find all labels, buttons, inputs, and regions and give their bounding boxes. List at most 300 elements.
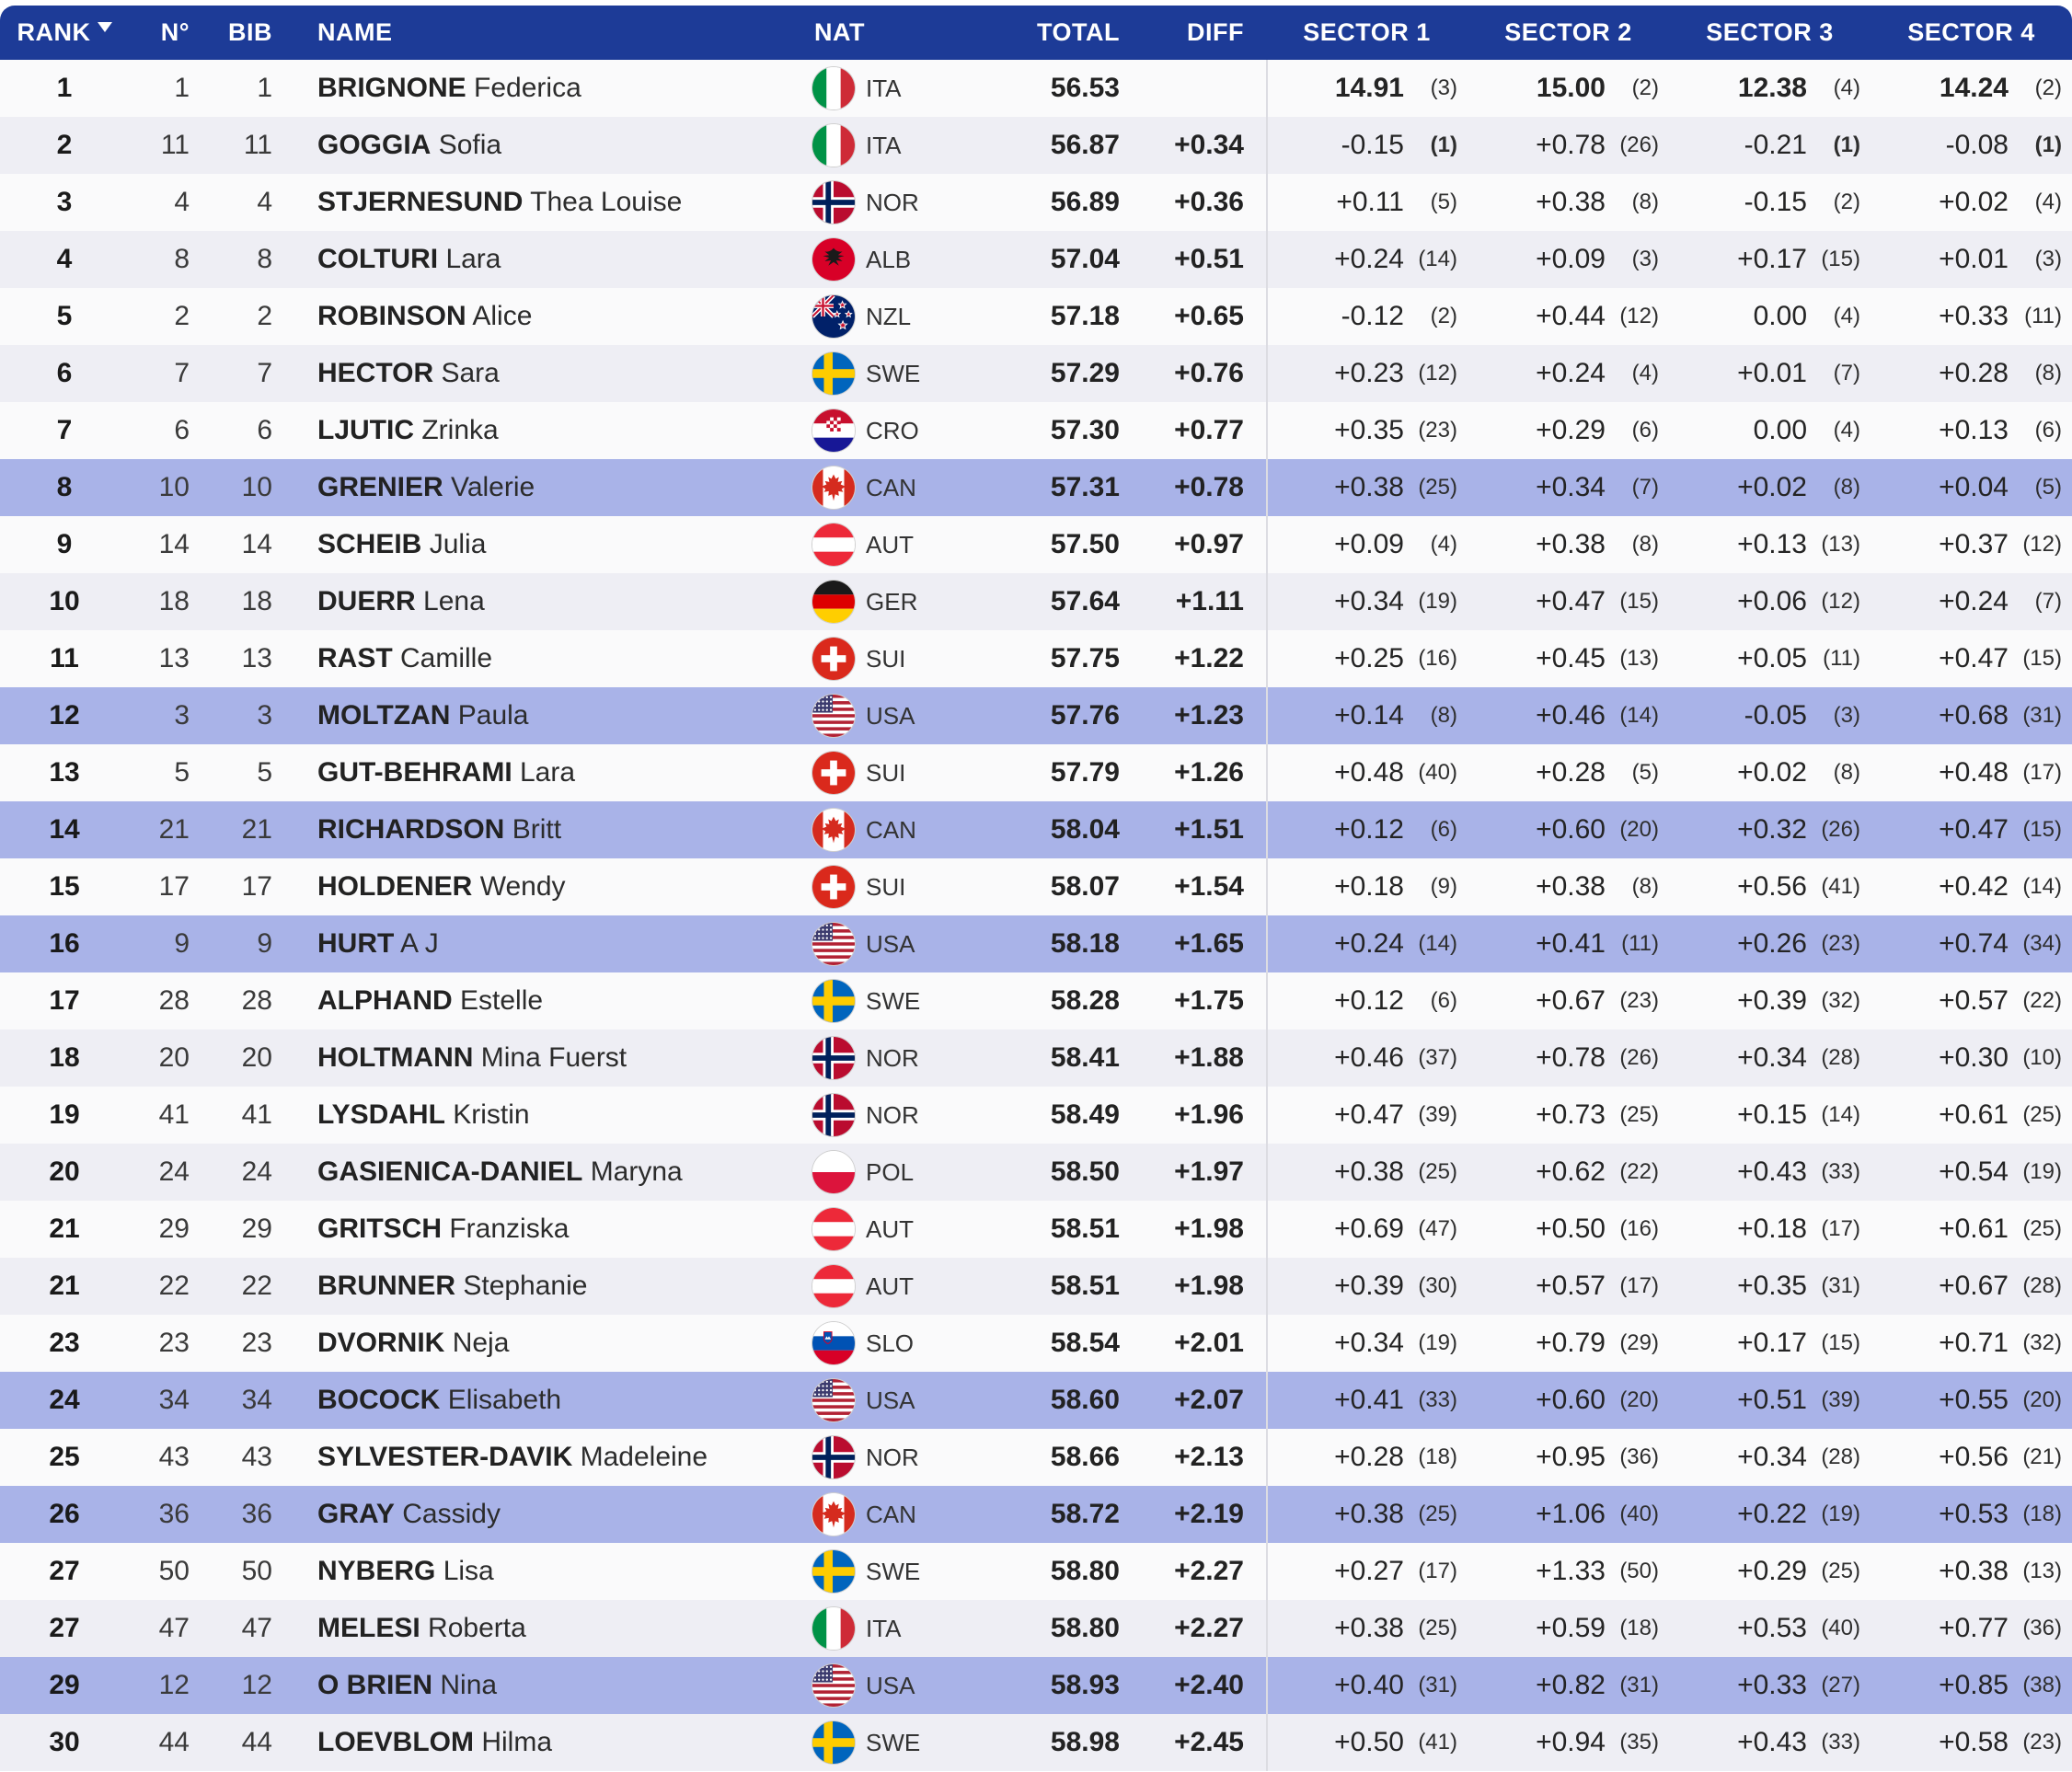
sector1-cell <box>1266 345 1468 402</box>
sector-value: -0.15 <box>1341 130 1404 160</box>
total-time: 56.89 <box>1050 187 1120 217</box>
sector2-cell <box>1468 915 1669 972</box>
column-header-name[interactable]: NAME <box>317 18 393 46</box>
sector3-cell <box>1669 1486 1871 1543</box>
sector2-cell <box>1468 1600 1669 1657</box>
sector3-cell <box>1669 915 1871 972</box>
nationality-cell <box>805 638 929 680</box>
flag-icon <box>812 67 855 109</box>
total-time: 58.60 <box>1050 1385 1120 1415</box>
athlete-firstname: Zrinka <box>421 415 499 445</box>
sector4-cell <box>1871 573 2072 630</box>
athlete-lastname: HURT <box>317 928 395 959</box>
rank-value: 20 <box>49 1156 80 1187</box>
sector4-cell <box>1871 915 2072 972</box>
sector-value: +0.45 <box>1536 643 1606 673</box>
column-header-nat[interactable]: NAT <box>814 18 865 46</box>
athlete-firstname: Neja <box>452 1328 510 1358</box>
column-header-sector4[interactable]: SECTOR 4 <box>1907 18 2035 46</box>
table-row[interactable] <box>0 1429 2072 1486</box>
sector1-cell <box>1266 1087 1468 1144</box>
athlete-lastname: BRIGNONE <box>317 73 466 103</box>
sector-value: +0.13 <box>1737 529 1807 559</box>
sector-rank: (14) <box>1418 247 1457 271</box>
bib-number: 2 <box>257 301 272 331</box>
sector-value: +0.62 <box>1536 1156 1606 1187</box>
diff-time: +2.13 <box>1174 1442 1244 1472</box>
sector-rank: (12) <box>1821 589 1860 614</box>
sector-value: +0.38 <box>1536 529 1606 559</box>
athlete-name <box>281 1499 805 1530</box>
nationality-cell <box>805 1493 929 1536</box>
start-number: 41 <box>158 1099 190 1130</box>
sector-rank: (31) <box>1821 1273 1860 1298</box>
total-time: 57.79 <box>1050 757 1120 788</box>
table-row[interactable] <box>0 231 2072 288</box>
nationality-cell <box>805 1094 929 1136</box>
rank-value: 29 <box>49 1670 80 1700</box>
table-row[interactable] <box>0 459 2072 516</box>
sector-value: +0.38 <box>1536 187 1606 217</box>
sector-rank: (4) <box>2034 190 2062 214</box>
nat-code: NOR <box>866 1443 919 1471</box>
nat-code: SLO <box>866 1329 915 1357</box>
sector1-cell <box>1266 1315 1468 1372</box>
rank-value: 14 <box>49 814 80 845</box>
total-time: 57.75 <box>1050 643 1120 673</box>
sector4-cell <box>1871 858 2072 915</box>
start-number: 44 <box>158 1727 190 1757</box>
start-number: 3 <box>174 700 190 731</box>
sector3-cell <box>1669 1600 1871 1657</box>
sector1-cell <box>1266 1600 1468 1657</box>
table-row[interactable] <box>0 288 2072 345</box>
table-row[interactable] <box>0 858 2072 915</box>
start-number: 11 <box>160 130 190 160</box>
nationality-cell <box>805 1436 929 1479</box>
athlete-firstname: Paula <box>457 700 529 731</box>
sector-value: +0.55 <box>1939 1385 2009 1415</box>
column-header-sector2[interactable]: SECTOR 2 <box>1504 18 1632 46</box>
sector-value: +0.47 <box>1334 1099 1404 1130</box>
athlete-lastname: COLTURI <box>317 244 439 274</box>
sector2-cell <box>1468 1543 1669 1600</box>
start-number: 1 <box>174 73 190 103</box>
athlete-name <box>281 871 805 903</box>
sector-value: +0.50 <box>1334 1727 1404 1757</box>
sector3-cell <box>1669 345 1871 402</box>
sector-value: +0.29 <box>1737 1556 1807 1586</box>
sector-rank: (5) <box>1430 190 1457 214</box>
sector-rank: (22) <box>1619 1159 1659 1184</box>
sector-value: +0.59 <box>1536 1613 1606 1643</box>
column-header-sector1[interactable]: SECTOR 1 <box>1303 18 1431 46</box>
table-row[interactable] <box>0 1657 2072 1714</box>
athlete-lastname: MOLTZAN <box>317 700 451 731</box>
sector-rank: (28) <box>2022 1273 2062 1298</box>
diff-time: +0.77 <box>1174 415 1244 445</box>
start-number: 5 <box>174 757 190 788</box>
sector-value: +0.53 <box>1737 1613 1807 1643</box>
athlete-lastname: DVORNIK <box>317 1328 445 1358</box>
nat-code: AUT <box>866 1214 914 1243</box>
sector2-cell <box>1468 1087 1669 1144</box>
sector-value: +0.24 <box>1536 358 1606 388</box>
sector-value: +0.01 <box>1737 358 1807 388</box>
sector3-cell <box>1669 1714 1871 1771</box>
column-header-rank[interactable]: RANK <box>0 18 129 47</box>
sector-rank: (19) <box>1418 1330 1457 1355</box>
sector-rank: (10) <box>2022 1045 2062 1070</box>
sector-rank: (9) <box>1430 874 1457 899</box>
athlete-name <box>281 1670 805 1701</box>
diff-time: +2.27 <box>1174 1613 1244 1643</box>
table-row[interactable] <box>0 573 2072 630</box>
sector2-cell <box>1468 972 1669 1030</box>
rank-value: 10 <box>49 586 80 616</box>
sector-rank: (4) <box>1430 532 1457 557</box>
table-row[interactable] <box>0 1144 2072 1201</box>
sector3-cell <box>1669 1315 1871 1372</box>
sector-value: 14.91 <box>1334 73 1404 103</box>
sector-rank: (26) <box>1619 132 1659 157</box>
table-row[interactable] <box>0 744 2072 801</box>
total-time: 58.28 <box>1050 985 1120 1016</box>
diff-time: +1.26 <box>1174 757 1244 788</box>
athlete-firstname: Lara <box>520 757 576 788</box>
sector-rank: (40) <box>1821 1616 1860 1640</box>
athlete-lastname: DUERR <box>317 586 416 616</box>
sector-rank: (14) <box>2022 874 2062 899</box>
sector3-cell <box>1669 459 1871 516</box>
sector-rank: (11) <box>1823 646 1860 671</box>
rank-value: 11 <box>50 643 79 673</box>
athlete-lastname: RICHARDSON <box>317 814 505 845</box>
sector-rank: (6) <box>1430 988 1457 1013</box>
flag-icon <box>812 181 855 224</box>
athlete-lastname: LOEVBLOM <box>317 1727 474 1757</box>
sector-rank: (15) <box>1821 1330 1860 1355</box>
sector3-cell <box>1669 288 1871 345</box>
sector-rank: (1) <box>1430 132 1457 157</box>
sector-rank: (8) <box>1631 874 1659 899</box>
rank-value: 23 <box>49 1328 80 1358</box>
sector-value: +0.34 <box>1536 472 1606 502</box>
sector-value: +0.46 <box>1536 700 1606 731</box>
sector-rank: (25) <box>1821 1559 1860 1583</box>
sector-rank: (41) <box>1821 874 1860 899</box>
diff-time: +1.54 <box>1174 871 1244 902</box>
sector-value: +0.73 <box>1536 1099 1606 1130</box>
athlete-name <box>281 1271 805 1302</box>
diff-time: +1.97 <box>1174 1156 1244 1187</box>
sector-value: +0.43 <box>1737 1156 1807 1187</box>
sector4-cell <box>1871 345 2072 402</box>
nat-code: ITA <box>866 131 902 159</box>
bib-number: 41 <box>241 1099 272 1130</box>
sector4-cell <box>1871 744 2072 801</box>
flag-icon <box>812 1664 855 1707</box>
sector-rank: (40) <box>1619 1502 1659 1526</box>
rank-value: 2 <box>56 130 73 160</box>
sector3-cell <box>1669 687 1871 744</box>
total-time: 58.54 <box>1050 1328 1120 1358</box>
sector2-cell <box>1468 117 1669 174</box>
sector4-cell <box>1871 1657 2072 1714</box>
athlete-lastname: HOLTMANN <box>317 1042 474 1073</box>
sector-rank: (15) <box>1619 589 1659 614</box>
table-row[interactable] <box>0 1714 2072 1771</box>
table-row[interactable] <box>0 801 2072 858</box>
flag-icon <box>812 124 855 167</box>
athlete-lastname: BOCOCK <box>317 1385 441 1415</box>
column-header-number[interactable]: N° <box>160 18 190 46</box>
sector-value: +0.39 <box>1737 985 1807 1016</box>
athlete-firstname: Britt <box>512 814 562 845</box>
start-number: 36 <box>158 1499 190 1529</box>
column-header-total[interactable]: TOTAL <box>1037 18 1120 46</box>
table-row[interactable] <box>0 687 2072 744</box>
nationality-cell <box>805 1607 929 1650</box>
athlete-name <box>281 187 805 218</box>
sector-value: +0.18 <box>1334 871 1404 902</box>
sector3-cell <box>1669 231 1871 288</box>
athlete-name <box>281 757 805 788</box>
total-time: 56.53 <box>1050 73 1120 103</box>
sector-rank: (50) <box>1619 1559 1659 1583</box>
column-header-sector3[interactable]: SECTOR 3 <box>1706 18 1834 46</box>
table-body <box>0 60 2072 1771</box>
total-time: 57.18 <box>1050 301 1120 331</box>
total-time: 58.66 <box>1050 1442 1120 1472</box>
bib-number: 4 <box>257 187 272 217</box>
diff-time: +2.07 <box>1174 1385 1244 1415</box>
sector-value: +0.57 <box>1536 1271 1606 1301</box>
sector-value: +0.78 <box>1536 130 1606 160</box>
rank-value: 17 <box>49 985 80 1016</box>
table-row[interactable] <box>0 345 2072 402</box>
rank-value: 19 <box>49 1099 80 1130</box>
sector-value: +0.50 <box>1536 1214 1606 1244</box>
table-row[interactable] <box>0 1030 2072 1087</box>
sector-value: +0.95 <box>1536 1442 1606 1472</box>
nat-code: SWE <box>866 986 921 1015</box>
athlete-name <box>281 358 805 389</box>
sector2-cell <box>1468 1144 1669 1201</box>
athlete-name <box>281 928 805 960</box>
diff-time: +1.23 <box>1174 700 1244 731</box>
sector-value: +0.56 <box>1939 1442 2009 1472</box>
bib-number: 7 <box>257 358 272 388</box>
sector-value: 12.38 <box>1737 73 1807 103</box>
table-row[interactable] <box>0 972 2072 1030</box>
sector-value: +0.77 <box>1939 1613 2009 1643</box>
sector-value: +0.02 <box>1737 472 1807 502</box>
sector2-cell <box>1468 687 1669 744</box>
bib-number: 20 <box>241 1042 272 1073</box>
sector-value: +0.05 <box>1737 643 1807 673</box>
bib-number: 24 <box>241 1156 272 1187</box>
bib-number: 36 <box>241 1499 272 1529</box>
sector2-cell <box>1468 1201 1669 1258</box>
start-number: 23 <box>158 1328 190 1358</box>
flag-icon <box>812 238 855 281</box>
sector4-cell <box>1871 1372 2072 1429</box>
table-row[interactable] <box>0 117 2072 174</box>
table-row[interactable] <box>0 1543 2072 1600</box>
table-row[interactable] <box>0 516 2072 573</box>
diff-time: +2.40 <box>1174 1670 1244 1700</box>
sector-rank: (41) <box>1418 1730 1457 1755</box>
sector1-cell <box>1266 1258 1468 1315</box>
sector-value: +0.57 <box>1939 985 2009 1016</box>
total-time: 56.87 <box>1050 130 1120 160</box>
bib-number: 34 <box>241 1385 272 1415</box>
sector-rank: (2) <box>2034 75 2062 100</box>
athlete-lastname: GOGGIA <box>317 130 432 160</box>
nationality-cell <box>805 409 929 452</box>
sector4-cell <box>1871 459 2072 516</box>
diff-time: +2.27 <box>1174 1556 1244 1586</box>
sector-value: +0.34 <box>1737 1042 1807 1073</box>
sector-rank: (25) <box>1619 1102 1659 1127</box>
sector3-cell <box>1669 402 1871 459</box>
bib-number: 23 <box>241 1328 272 1358</box>
flag-icon <box>812 466 855 509</box>
total-time: 58.04 <box>1050 814 1120 845</box>
sector-rank: (7) <box>2034 589 2062 614</box>
sector-value: +0.35 <box>1737 1271 1807 1301</box>
sector4-cell <box>1871 1030 2072 1087</box>
sector2-cell <box>1468 402 1669 459</box>
athlete-firstname: Cassidy <box>402 1499 501 1529</box>
sector-rank: (17) <box>2022 760 2062 785</box>
bib-number: 11 <box>243 130 272 160</box>
start-number: 8 <box>174 244 190 274</box>
sector-value: +0.74 <box>1939 928 2009 959</box>
total-time: 57.30 <box>1050 415 1120 445</box>
bib-number: 13 <box>241 643 272 673</box>
diff-time: +1.75 <box>1174 985 1244 1016</box>
rank-value: 6 <box>56 358 73 388</box>
sector-rank: (5) <box>1631 760 1659 785</box>
bib-number: 28 <box>241 985 272 1016</box>
sector-value: +0.14 <box>1334 700 1404 731</box>
sector3-cell <box>1669 1429 1871 1486</box>
diff-time: +2.19 <box>1174 1499 1244 1529</box>
table-row[interactable] <box>0 402 2072 459</box>
diff-time: +2.01 <box>1174 1328 1244 1358</box>
table-row[interactable] <box>0 60 2072 117</box>
sector-rank: (8) <box>2034 361 2062 385</box>
sector3-cell <box>1669 174 1871 231</box>
sector-rank: (11) <box>1621 931 1659 956</box>
sector-value: +0.67 <box>1939 1271 2009 1301</box>
nat-code: SUI <box>866 872 906 901</box>
bib-number: 17 <box>241 871 272 902</box>
rank-value: 5 <box>56 301 73 331</box>
sector1-cell <box>1266 1030 1468 1087</box>
column-header-diff[interactable]: DIFF <box>1187 18 1244 46</box>
table-row[interactable] <box>0 1372 2072 1429</box>
start-number: 28 <box>158 985 190 1016</box>
start-number: 21 <box>158 814 190 845</box>
rank-value: 25 <box>49 1442 80 1472</box>
sector-rank: (3) <box>1833 703 1860 728</box>
sector-rank: (23) <box>1821 931 1860 956</box>
table-row[interactable] <box>0 1315 2072 1372</box>
sector-rank: (3) <box>1631 247 1659 271</box>
sector-rank: (14) <box>1619 703 1659 728</box>
total-time: 58.80 <box>1050 1613 1120 1643</box>
sector-value: +0.27 <box>1334 1556 1404 1586</box>
nationality-cell <box>805 809 929 851</box>
total-time: 57.31 <box>1050 472 1120 502</box>
table-row[interactable] <box>0 915 2072 972</box>
nationality-cell <box>805 1550 929 1593</box>
athlete-firstname: Hilma <box>481 1727 553 1757</box>
total-time: 57.76 <box>1050 700 1120 731</box>
nationality-cell <box>805 67 929 109</box>
sector-value: +0.44 <box>1536 301 1606 331</box>
total-time: 57.50 <box>1050 529 1120 559</box>
rank-value: 9 <box>56 529 73 559</box>
sector-value: +0.09 <box>1536 244 1606 274</box>
flag-icon <box>812 352 855 395</box>
sector-rank: (28) <box>1821 1045 1860 1070</box>
rank-value: 8 <box>56 472 73 502</box>
sector3-cell <box>1669 1543 1871 1600</box>
sector-rank: (13) <box>1821 532 1860 557</box>
sector-rank: (22) <box>2022 988 2062 1013</box>
sector-rank: (12) <box>2022 532 2062 557</box>
sector1-cell <box>1266 174 1468 231</box>
athlete-name <box>281 1556 805 1587</box>
athlete-name <box>281 643 805 674</box>
diff-time: +0.36 <box>1174 187 1244 217</box>
rank-value: 26 <box>49 1499 80 1529</box>
total-time: 58.93 <box>1050 1670 1120 1700</box>
sector-value: +0.34 <box>1334 1328 1404 1358</box>
sector-rank: (12) <box>1418 361 1457 385</box>
flag-icon <box>812 581 855 623</box>
sector-rank: (13) <box>2022 1559 2062 1583</box>
table-row[interactable] <box>0 174 2072 231</box>
table-row[interactable] <box>0 630 2072 687</box>
sector-value: +0.82 <box>1536 1670 1606 1700</box>
sector-rank: (47) <box>1418 1216 1457 1241</box>
sector-value: +0.61 <box>1939 1214 2009 1244</box>
table-row[interactable] <box>0 1087 2072 1144</box>
table-row[interactable] <box>0 1201 2072 1258</box>
sector4-cell <box>1871 630 2072 687</box>
table-row[interactable] <box>0 1258 2072 1315</box>
athlete-lastname: SYLVESTER-DAVIK <box>317 1442 573 1472</box>
table-row[interactable] <box>0 1600 2072 1657</box>
sector3-cell <box>1669 630 1871 687</box>
start-number: 50 <box>158 1556 190 1586</box>
athlete-firstname: Mina Fuerst <box>480 1042 627 1073</box>
sector-rank: (19) <box>2022 1159 2062 1184</box>
athlete-name <box>281 1099 805 1131</box>
sector3-cell <box>1669 858 1871 915</box>
sector-value: +0.48 <box>1939 757 2009 788</box>
sector-value: +0.60 <box>1536 814 1606 845</box>
column-header-bib[interactable]: BIB <box>228 18 272 46</box>
table-row[interactable] <box>0 1486 2072 1543</box>
sector-rank: (33) <box>1418 1387 1457 1412</box>
sector-value: +0.94 <box>1536 1727 1606 1757</box>
